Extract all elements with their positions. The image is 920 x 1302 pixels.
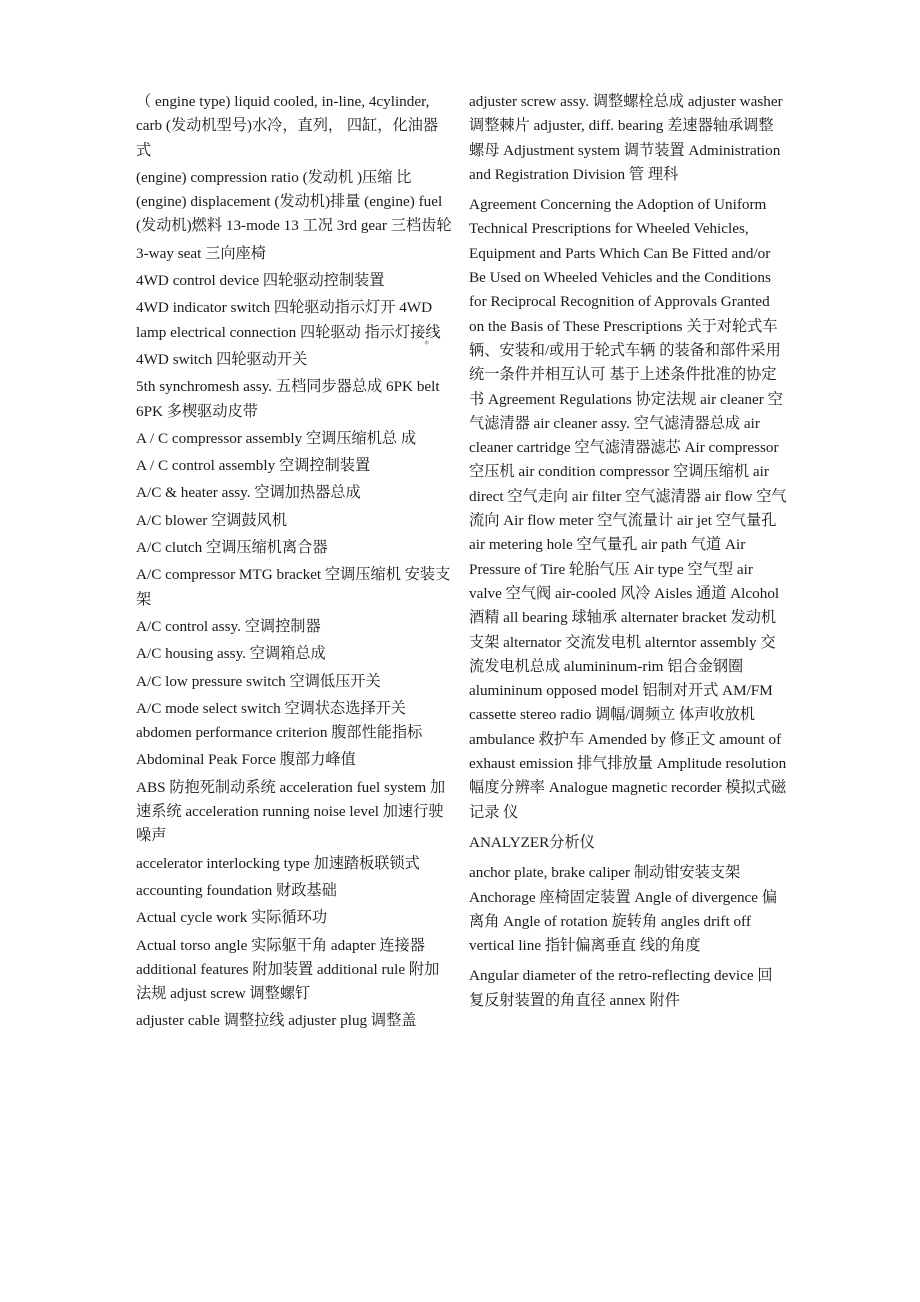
entry: A/C housing assy. 空调箱总成 xyxy=(136,645,326,663)
entry: accelerator interlocking type 加速踏板联锁式 xyxy=(136,854,420,872)
entry: 4WD indicator switch 四轮驱动指示灯开 4WD lamp electrical connection 四轮驱动 指示灯接线 xyxy=(136,299,441,341)
entry: A/C mode select switch 空调状态选择开关 abdomen performance criterion 腹部性能指标 xyxy=(136,699,423,742)
entry: Actual cycle work 实际循环功 xyxy=(136,909,328,927)
entry: 5th synchromesh assy. 五档同步器总成 6PK belt 6PK 多楔驱动皮带 xyxy=(136,378,440,420)
entry: A/C low pressure switch 空调低压开关 xyxy=(136,672,381,690)
entry: adjuster cable 调整拉线 adjuster plug 调整盖 xyxy=(136,1012,417,1030)
entry: A/C control assy. 空调控制器 xyxy=(136,617,321,635)
entry: A/C blower 空调鼓风机 xyxy=(136,511,288,529)
entry: 4WD control device 四轮驱动控制装置 xyxy=(136,272,385,290)
entry: anchor plate, brake caliper 制动钳安装支架 Anchorage 座椅固定装置 Angle of divergence 偏离角 Angle of rotation 旋转角 angles drift off vertical line 指针偏离垂直 线的角度 xyxy=(469,864,778,955)
entry: Agreement Concerning the Adoption of Uniform Technical Prescriptions for Wheeled Vehicles, Equipment and Parts Which Can Be Fitted and/or Be Used on Wheeled Vehicles and the Conditions for Reciprocal Recognition of Approvals Granted on the Basis of These Prescriptions 关于对轮式车辆、安装和/或用于轮式车辆 的装备和部件采用统一条件并相互认可 基于上述条件批准的协定书 Agreement Regulations 协定法规 air cleaner 空气滤清器 air cleaner assy. 空气滤清器总成 air cleaner cartridge 空气滤清器滤芯 Air compressor 空压机 air condition compressor 空调压缩机 air direct 空气走向 air filter 空气滤清器 air flow 空气流向 Air flow meter 空气流量计 air jet 空气量孔 air metering hole 空气量孔 air path 气道 Air Pressure of Tire 轮胎气压 Air type 空气型 air valve 空气阀 air-cooled 风冷 Aisles 通道 Alcohol 酒精 all bearing 球轴承 alternater bracket 发动机支架 alternator 交流发电机 alterntor assembly 交流发电机总成 alumininum-rim 铝合金钢圈 alumininum opposed model 铝制对开式 AM/FM cassette stereo radio 调幅/调频立 体声收放机 ambulance 救护车 Amended by 修正文 amount of exhaust emission 排气排放量 Amplitude resolution 幅度分辨率 Analogue magnetic recorder 模拟式磁记录 仪 xyxy=(469,196,787,821)
entry: A/C & heater assy. 空调加热器总成 xyxy=(136,484,361,502)
entry: 3-way seat 三向座椅 xyxy=(136,244,266,262)
right-column xyxy=(469,90,787,1013)
entry: A / C control assembly 空调控制装置 xyxy=(136,457,371,475)
entry: A/C clutch 空调压缩机离合器 xyxy=(136,539,328,557)
entry: 4WD switch 四轮驱动开关 xyxy=(136,350,308,368)
entry: Actual torso angle 实际躯干角 adapter 连接器 additional features 附加装置 additional rule 附加法规 adjust screw 调整螺钉 xyxy=(136,936,440,1003)
entry: （ engine type) liquid cooled, in-line, 4cylinder, carb (发动机型号)水冷，直列， 四缸，化油器式 xyxy=(136,93,439,159)
entry: ABS 防抱死制动系统 acceleration fuel system 加速系统 acceleration running noise level 加速行驶 噪声 xyxy=(136,778,446,845)
margin-mark: * xyxy=(424,338,430,351)
entry: A / C compressor assembly 空调压缩机总 成 xyxy=(136,429,417,447)
entry: adjuster screw assy. 调整螺栓总成 adjuster washer 调整棘片 adjuster, diff. bearing 差速器轴承调整螺母 Adjustment system 调节装置 Administration and Registration Division 管 理科 xyxy=(469,93,783,183)
entry: Abdominal Peak Force 腹部力峰值 xyxy=(136,751,356,769)
entry: ANALYZER分析仪 xyxy=(469,833,595,851)
entry: (engine) compression ratio (发动机 )压缩 比 (engine) displacement (发动机)排量 (engine) fuel (发动机)燃料 13-mode 13 工况 3rd gear 三档齿轮 xyxy=(136,168,452,235)
entry: A/C compressor MTG bracket 空调压缩机 安装支架 xyxy=(136,566,451,608)
entry: Angular diameter of the retro-reflecting device 回复反射装置的角直径 annex 附件 xyxy=(469,967,773,1009)
entry: accounting foundation 财政基础 xyxy=(136,881,337,899)
left-column xyxy=(136,90,452,1036)
